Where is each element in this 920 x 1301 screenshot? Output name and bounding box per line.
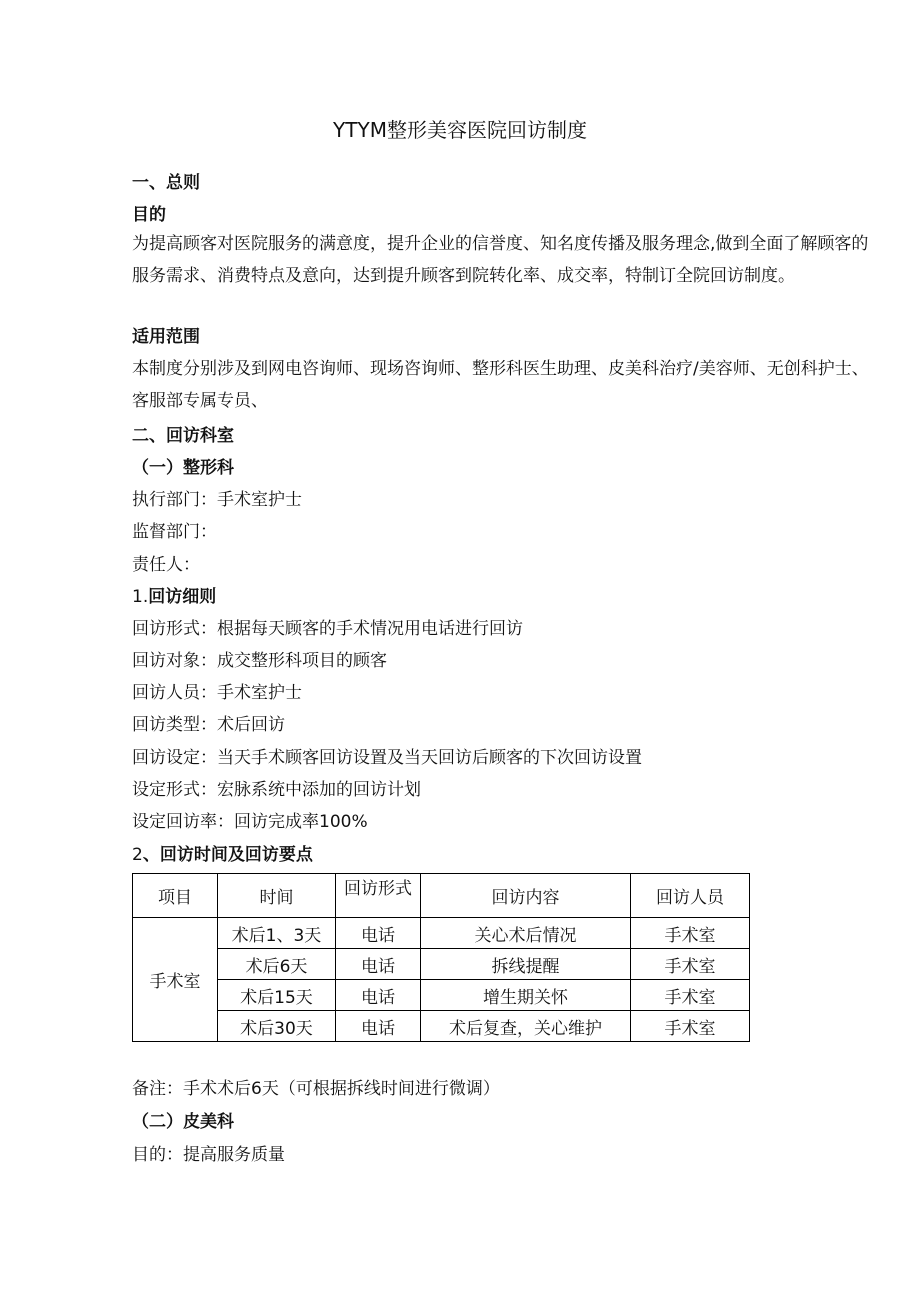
visit-time-heading <box>132 843 313 867</box>
header-item: 项目 <box>133 874 218 918</box>
table-note: 备注：手术术后6天（可根据拆线时间进行微调） <box>132 1079 500 1099</box>
table-cell: 拆线提醒 <box>421 949 631 980</box>
visit-time-number: 2 <box>132 845 143 865</box>
table-cell: 术后30天 <box>218 1011 336 1042</box>
visit-schedule-table <box>132 873 750 1042</box>
table-row <box>133 980 750 1011</box>
table-cell: 手术室 <box>631 918 750 949</box>
dermatology-purpose: 目的：提高服务质量 <box>132 1145 285 1165</box>
table-cell: 增生期关怀 <box>421 980 631 1011</box>
rules-heading <box>132 585 216 609</box>
table-cell: 电话 <box>336 980 421 1011</box>
table-header-row <box>133 874 750 918</box>
table-row <box>133 918 750 949</box>
rules-title: 回访细则 <box>148 587 217 607</box>
subsection-dermatology: （二）皮美科 <box>132 1112 234 1132</box>
rule-line: 回访类型：术后回访 <box>132 715 285 735</box>
rule-line: 回访设定：当天手术顾客回访设置及当天回访后顾客的下次回访设置 <box>132 748 642 768</box>
executing-department: 执行部门：手术室护士 <box>132 490 302 510</box>
scope-text: 本制度分别涉及到网电咨询师、现场咨询师、整形科医生助理、皮美科治疗/美容师、无创科护士、客服部专属专员、 <box>132 359 869 411</box>
purpose-text: 为提高顾客对医院服务的满意度，提升企业的信誉度、知名度传播及服务理念,做到全面了解顾客的服务需求、消费特点及意向，达到提升顾客到院转化率、成交率，特制订全院回访制度。 <box>132 234 869 286</box>
visit-time-title: 、回访时间及回访要点 <box>142 845 313 865</box>
group-cell: 手术室 <box>133 918 218 1042</box>
section-heading-departments: 二、回访科室 <box>132 426 234 446</box>
supervising-department: 监督部门： <box>132 522 217 542</box>
table-row <box>133 949 750 980</box>
responsible-person: 责任人： <box>132 555 200 575</box>
header-time: 时间 <box>218 874 336 918</box>
table-cell: 术后1、3天 <box>218 918 336 949</box>
scope-heading: 适用范围 <box>132 327 200 347</box>
document-title: YTYM整形美容医院回访制度 <box>333 118 587 142</box>
table-cell: 电话 <box>336 949 421 980</box>
purpose-heading: 目的 <box>132 205 166 225</box>
rule-line: 设定回访率：回访完成率100% <box>132 812 368 832</box>
table-row <box>133 1011 750 1042</box>
rule-line: 回访对象：成交整形科项目的顾客 <box>132 651 387 671</box>
rule-line: 回访人员：手术室护士 <box>132 683 302 703</box>
rules-number: 1. <box>132 587 149 607</box>
table-cell: 手术室 <box>631 1011 750 1042</box>
table-cell: 手术室 <box>631 949 750 980</box>
table-cell: 术后复查，关心维护 <box>421 1011 631 1042</box>
header-content: 回访内容 <box>421 874 631 918</box>
rule-line: 回访形式：根据每天顾客的手术情况用电话进行回访 <box>132 619 523 639</box>
subsection-plastic-surgery: （一）整形科 <box>132 458 234 478</box>
table-cell: 术后15天 <box>218 980 336 1011</box>
header-method: 回访形式 <box>336 874 421 918</box>
table-cell: 关心术后情况 <box>421 918 631 949</box>
section-heading-general: 一、总则 <box>132 173 200 193</box>
table-cell: 术后6天 <box>218 949 336 980</box>
table-cell: 电话 <box>336 1011 421 1042</box>
header-staff: 回访人员 <box>631 874 750 918</box>
rule-line: 设定形式：宏脉系统中添加的回访计划 <box>132 780 421 800</box>
table-cell: 手术室 <box>631 980 750 1011</box>
table-cell: 电话 <box>336 918 421 949</box>
